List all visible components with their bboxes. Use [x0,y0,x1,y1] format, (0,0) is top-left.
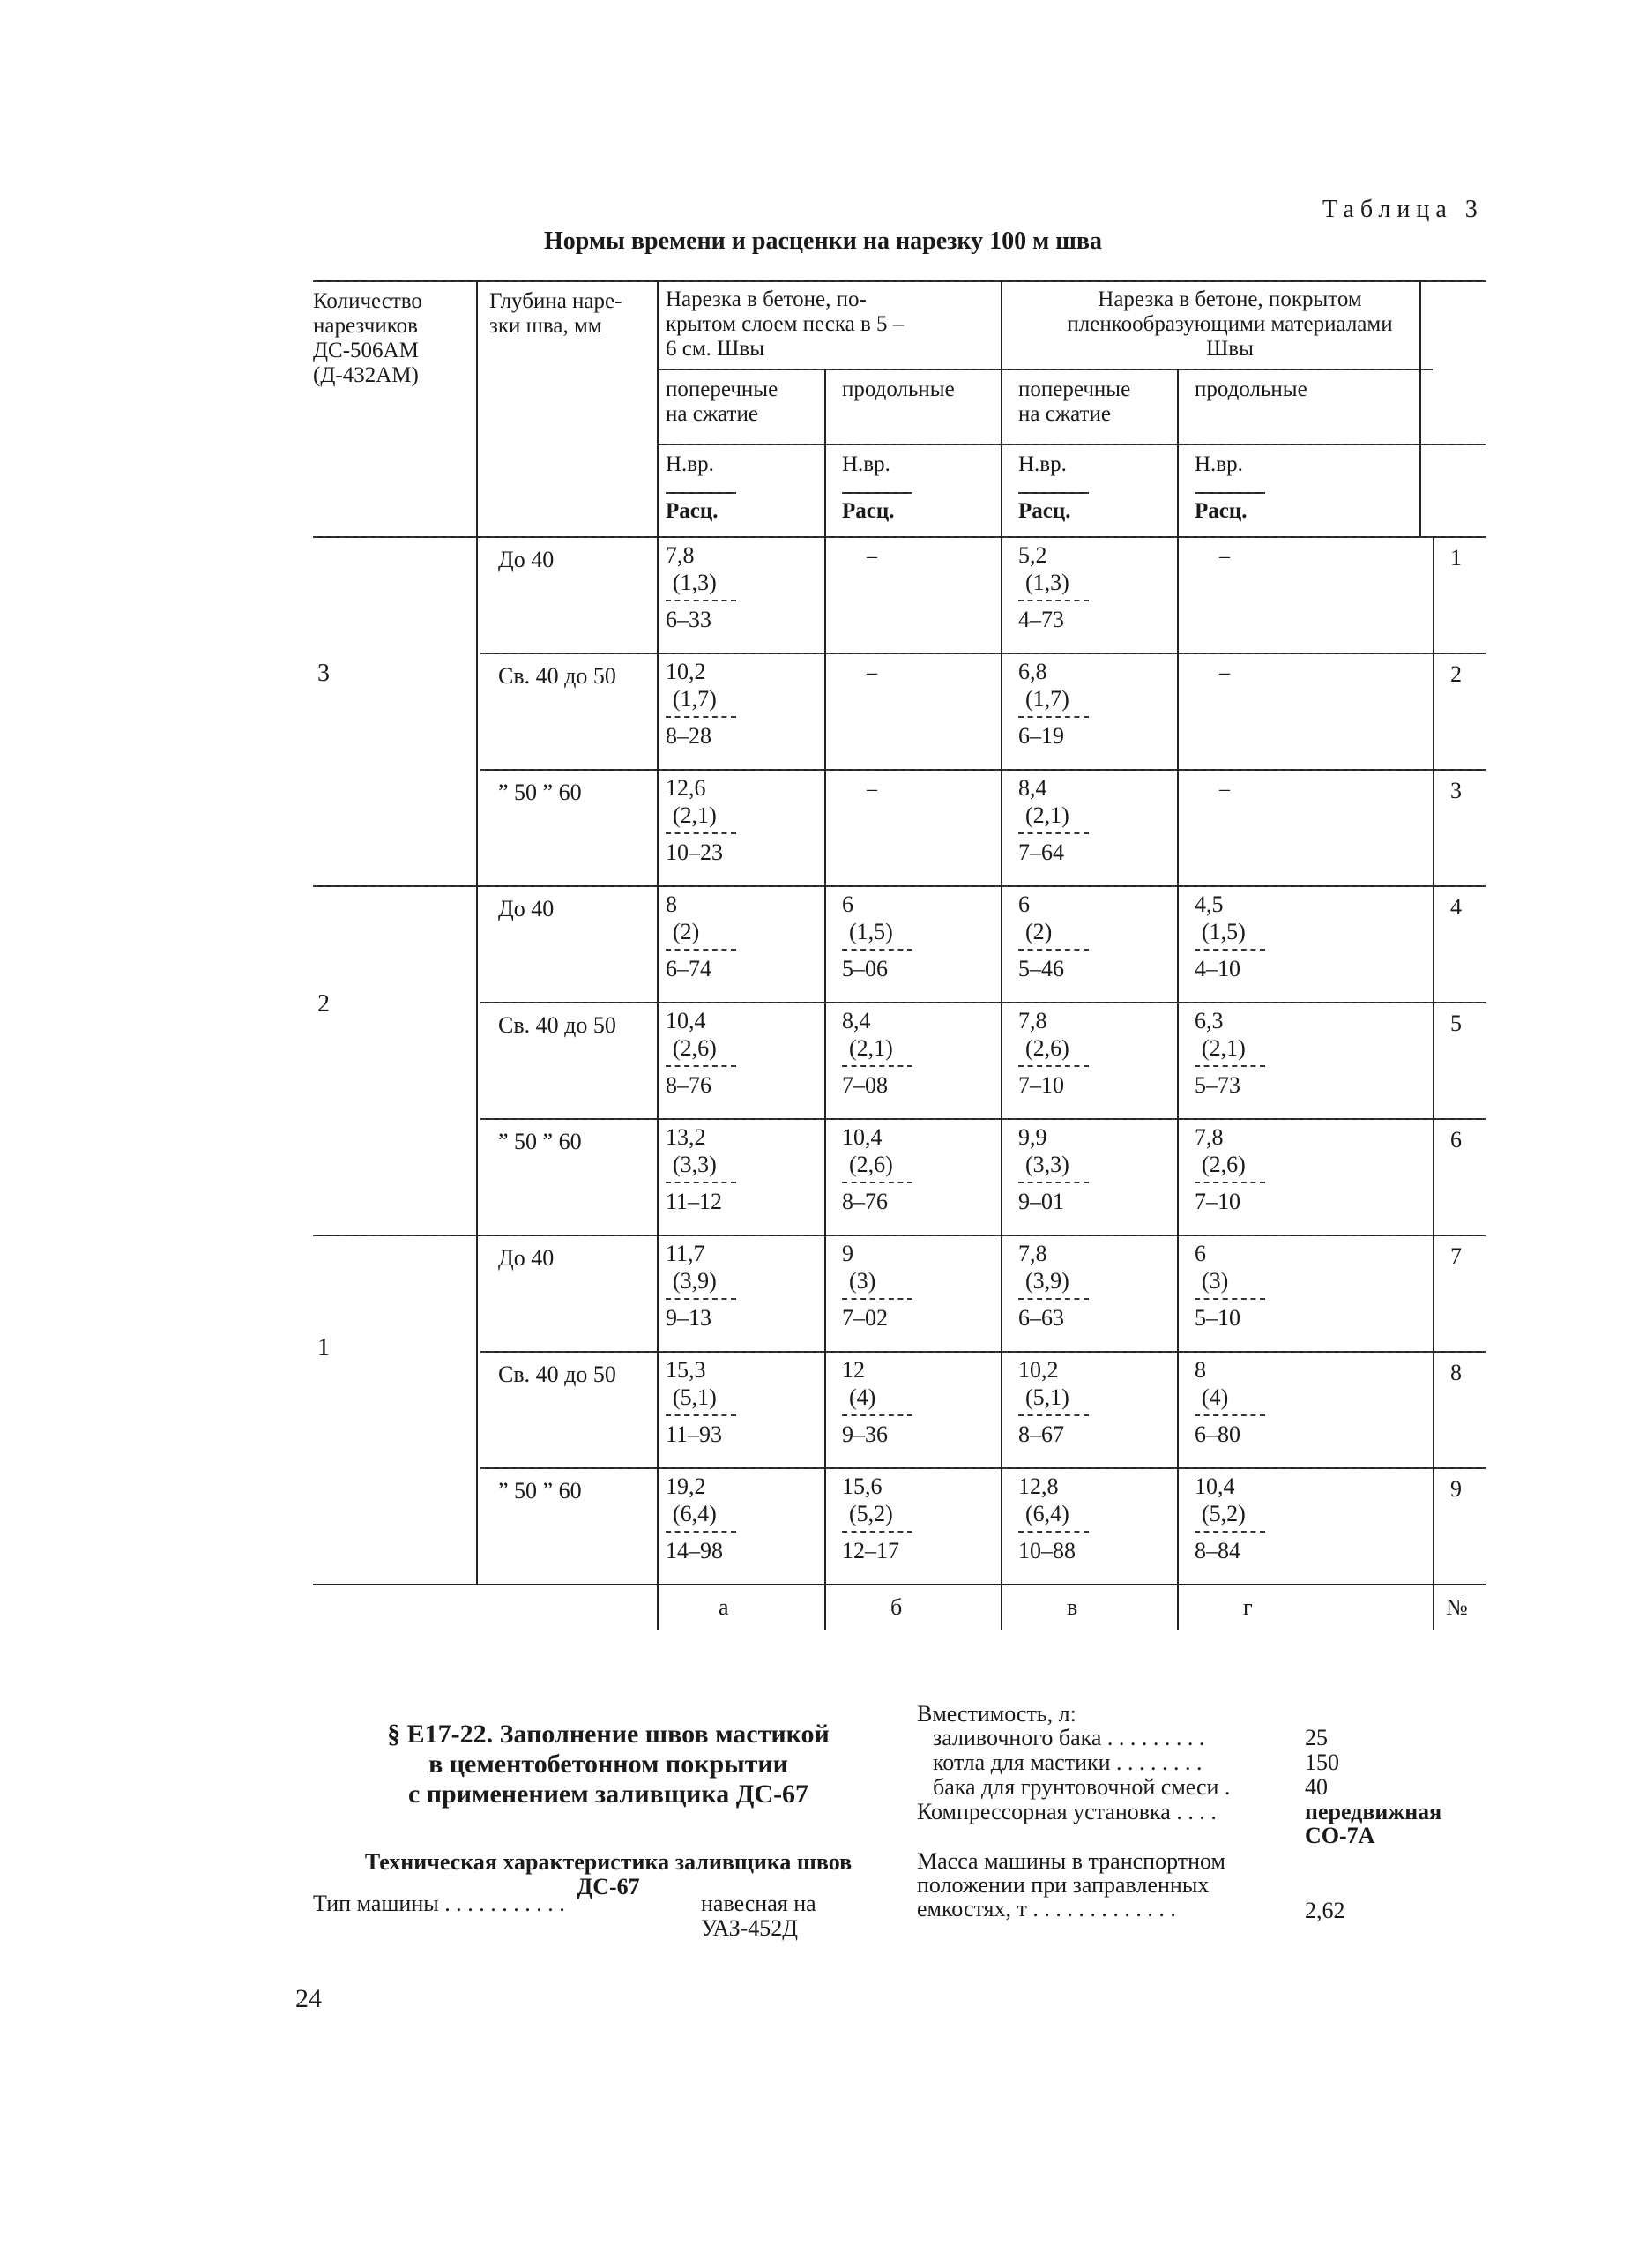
norms-table [313,280,1486,1647]
depth-label: Св. 40 до 50 [498,1362,616,1387]
group-label: 2 [317,990,330,1018]
norm-time: 10,2 [666,659,706,684]
norm-time: 10,4 [1195,1473,1235,1499]
table-cell [666,658,736,750]
norm-time: 6,8 [1018,659,1047,684]
crew-time: (3,3) [673,1152,717,1177]
group-label: 3 [317,660,330,687]
crew-time: (1,3) [1025,570,1069,595]
header-nvr-a: Н.вр. [666,452,714,476]
crew-time: (2,1) [673,802,717,828]
table-cell [1018,774,1089,866]
norm-time: 8 [1195,1357,1206,1383]
table-cell [1018,658,1089,750]
crew-time: (2,1) [849,1035,893,1061]
rate-value: 6–74 [666,949,736,982]
table-cell [666,774,736,866]
table-cell [666,541,736,633]
crew-time: (6,4) [673,1501,717,1526]
row-number: 6 [1450,1127,1462,1153]
header-nvr-c: Н.вр. [1018,452,1067,476]
norm-time: 8 [666,892,677,917]
empty-cell-dash: – [867,545,877,568]
depth-label: Св. 40 до 50 [498,1012,616,1038]
rate-value: 9–13 [666,1298,736,1332]
empty-cell-dash: – [1219,661,1230,684]
header-nvr-b: Н.вр. [842,452,890,476]
crew-time: (2,1) [1025,802,1069,828]
header-longitudinal-b: продольные [842,377,955,401]
header-group-film: Нарезка в бетоне, покрытом пленкообразующими материалами Швы [1067,287,1393,361]
norm-time: 6 [1018,892,1030,917]
row-number: 8 [1450,1360,1462,1385]
column-letter-b: б [890,1594,903,1620]
table-label: Таблица 3 [1322,196,1484,223]
rate-value: 7–08 [842,1065,912,1099]
norm-time: 9 [842,1241,853,1266]
row-number: 4 [1450,894,1462,920]
norm-time: 11,7 [666,1241,705,1266]
table-cell [1018,1356,1089,1448]
row-number: 9 [1450,1476,1462,1502]
table-cell [842,891,912,982]
depth-label: ” 50 ” 60 [498,780,582,805]
table-cell [1018,1240,1089,1332]
spec-value: навесная на УАЗ-452Д [701,1891,816,1941]
page-number: 24 [295,1984,322,2013]
row-number: 3 [1450,778,1462,803]
norm-time: 8,4 [1018,775,1047,801]
crew-time: (5,2) [849,1501,893,1526]
table-cell [666,1356,736,1448]
number-sign: № [1446,1594,1468,1620]
table-cell [842,1356,912,1448]
header-nvr-d: Н.вр. [1195,452,1243,476]
table-cell [842,1123,912,1215]
row-number: 5 [1450,1011,1462,1036]
header-transverse-c: поперечные на сжатие [1018,377,1131,426]
header-group-sand: Нарезка в бетоне, по- крытом слоем песка в 5 – 6 см. Швы [666,287,905,361]
spec-right-column [917,1702,1481,1923]
header-count: Количество нарезчиков ДС-506АМ (Д-432АМ) [313,289,422,387]
table-cell [842,1473,912,1564]
table-cell [666,1007,736,1099]
spec-label: бака для грунтовочной смеси . [933,1774,1231,1800]
spec-value: 40 [1305,1774,1328,1800]
norm-time: 5,2 [1018,542,1047,568]
rate-value: 6–19 [1018,716,1089,750]
rate-value: 9–01 [1018,1182,1089,1215]
rate-value: 9–36 [842,1414,912,1448]
spec-label: котла для мастики . . . . . . . . [933,1749,1203,1775]
rate-value: 5–06 [842,949,912,982]
crew-time: (6,4) [1025,1501,1069,1526]
norm-time: 15,3 [666,1357,706,1383]
header-longitudinal-d: продольные [1195,377,1307,401]
header-rasc-c: Расц. [1018,499,1071,523]
norm-time: 4,5 [1195,892,1224,917]
rate-value: 14–98 [666,1531,736,1564]
table-cell [1018,1007,1089,1099]
table-cell [1018,891,1089,982]
rate-value: 6–80 [1195,1414,1265,1448]
table-cell [1195,1473,1265,1564]
norm-time: 6 [1195,1241,1206,1266]
rate-value: 6–33 [666,600,736,633]
table-cell [1018,1123,1089,1215]
rate-value: 8–76 [842,1182,912,1215]
crew-time: (1,5) [1202,919,1246,944]
rate-value: 8–67 [1018,1414,1089,1448]
norm-time: 7,8 [1018,1241,1047,1266]
norm-time: 7,8 [1018,1008,1047,1033]
norm-time: 12 [842,1357,865,1383]
crew-time: (2,1) [1202,1035,1246,1061]
norm-time: 13,2 [666,1124,706,1150]
empty-cell-dash: – [867,778,877,801]
table-cell [842,1240,912,1332]
spec-value: 150 [1305,1749,1339,1775]
norm-time: 8,4 [842,1008,871,1033]
norm-time: 10,2 [1018,1357,1059,1383]
header-transverse-a: поперечные на сжатие [666,377,778,426]
spec-label: заливочного бака . . . . . . . . . [933,1725,1205,1750]
rate-value: 7–64 [1018,832,1089,866]
rate-value: 10–88 [1018,1531,1089,1564]
spec-label: Компрессорная установка . . . . [917,1799,1217,1824]
crew-time: (2,6) [1025,1035,1069,1061]
norm-time: 10,4 [842,1124,883,1150]
depth-label: Св. 40 до 50 [498,663,616,689]
header-rasc-d: Расц. [1195,499,1248,523]
norm-time: 6,3 [1195,1008,1224,1033]
spec-value: 25 [1305,1725,1328,1750]
spec-value: передвижная СО-7А [1305,1799,1442,1848]
row-number: 1 [1450,545,1462,571]
table-cell [666,891,736,982]
rate-value: 7–10 [1195,1182,1265,1215]
norm-time: 19,2 [666,1473,706,1499]
rate-value: 7–02 [842,1298,912,1332]
crew-time: (4) [1202,1384,1229,1410]
crew-time: (2) [1025,919,1053,944]
row-number: 2 [1450,661,1462,687]
norm-time: 12,8 [1018,1473,1059,1499]
spec-label: Тип машины . . . . . . . . . . . [313,1891,565,1916]
tech-spec-title: Техническая характеристика заливщика швов ДС-67 [364,1849,853,1899]
norm-time: 15,6 [842,1473,883,1499]
column-letter-d: г [1243,1594,1253,1620]
table-cell [1018,541,1089,633]
depth-label: До 40 [498,1245,555,1271]
crew-time: (3,3) [1025,1152,1069,1177]
rate-value: 8–28 [666,716,736,750]
depth-label: ” 50 ” 60 [498,1129,582,1154]
header-depth: Глубина наре- зки шва, мм [489,289,622,338]
crew-time: (2,6) [1202,1152,1246,1177]
norm-time: 7,8 [1195,1124,1224,1150]
rate-value: 6–63 [1018,1298,1089,1332]
column-letter-a: а [719,1594,729,1620]
rate-value: 12–17 [842,1531,912,1564]
empty-cell-dash: – [1219,778,1230,801]
crew-time: (1,7) [1025,686,1069,712]
group-label: 1 [317,1334,330,1362]
depth-label: До 40 [498,896,555,921]
rate-value: 10–23 [666,832,736,866]
rate-value: 11–93 [666,1414,736,1448]
table-title: Нормы времени и расценки на нарезку 100 м шва [544,228,1102,255]
section-title: § Е17-22. Заполнение швов мастикой в цементобетонном покрытии с применением заливщика ДС-67 [387,1720,830,1809]
table-cell [1195,1356,1265,1448]
rate-value: 8–76 [666,1065,736,1099]
table-cell [666,1473,736,1564]
capacity-heading: Вместимость, л: [917,1701,1076,1727]
crew-time: (3) [849,1268,876,1294]
norm-time: 10,4 [666,1008,706,1033]
header-rasc-a: Расц. [666,499,719,523]
rate-value: 11–12 [666,1182,736,1215]
table-cell [842,1007,912,1099]
rate-value: 5–73 [1195,1065,1265,1099]
norm-time: 6 [842,892,853,917]
norm-time: 9,9 [1018,1124,1047,1150]
rate-value: 4–73 [1018,600,1089,633]
crew-time: (1,3) [673,570,717,595]
crew-time: (1,5) [849,919,893,944]
crew-time: (2,6) [673,1035,717,1061]
crew-time: (5,1) [1025,1384,1069,1410]
depth-label: До 40 [498,547,555,572]
rate-value: 5–46 [1018,949,1089,982]
norm-time: 12,6 [666,775,706,801]
table-cell [1195,1240,1265,1332]
table-cell [1195,1123,1265,1215]
spec-label: Масса машины в транспортном положении при заправленных емкостях, т . . . . . . . . . . . . . [917,1848,1225,1921]
rate-value: 8–84 [1195,1531,1265,1564]
table-cell [1018,1473,1089,1564]
spec-value: 2,62 [1305,1898,1345,1923]
rate-value: 4–10 [1195,949,1265,982]
crew-time: (5,2) [1202,1501,1246,1526]
rate-value: 5–10 [1195,1298,1265,1332]
empty-cell-dash: – [1219,545,1230,568]
table-cell [666,1240,736,1332]
row-number: 7 [1450,1243,1462,1269]
rate-value: 7–10 [1018,1065,1089,1099]
crew-time: (3) [1202,1268,1229,1294]
crew-time: (2) [673,919,700,944]
empty-cell-dash: – [867,661,877,684]
norm-time: 7,8 [666,542,695,568]
crew-time: (2,6) [849,1152,893,1177]
depth-label: ” 50 ” 60 [498,1478,582,1503]
crew-time: (5,1) [673,1384,717,1410]
header-rasc-b: Расц. [842,499,895,523]
crew-time: (3,9) [1025,1268,1069,1294]
table-cell [666,1123,736,1215]
crew-time: (1,7) [673,686,717,712]
crew-time: (4) [849,1384,876,1410]
crew-time: (3,9) [673,1268,717,1294]
column-letter-c: в [1067,1594,1078,1620]
table-cell [1195,891,1265,982]
table-cell [1195,1007,1265,1099]
